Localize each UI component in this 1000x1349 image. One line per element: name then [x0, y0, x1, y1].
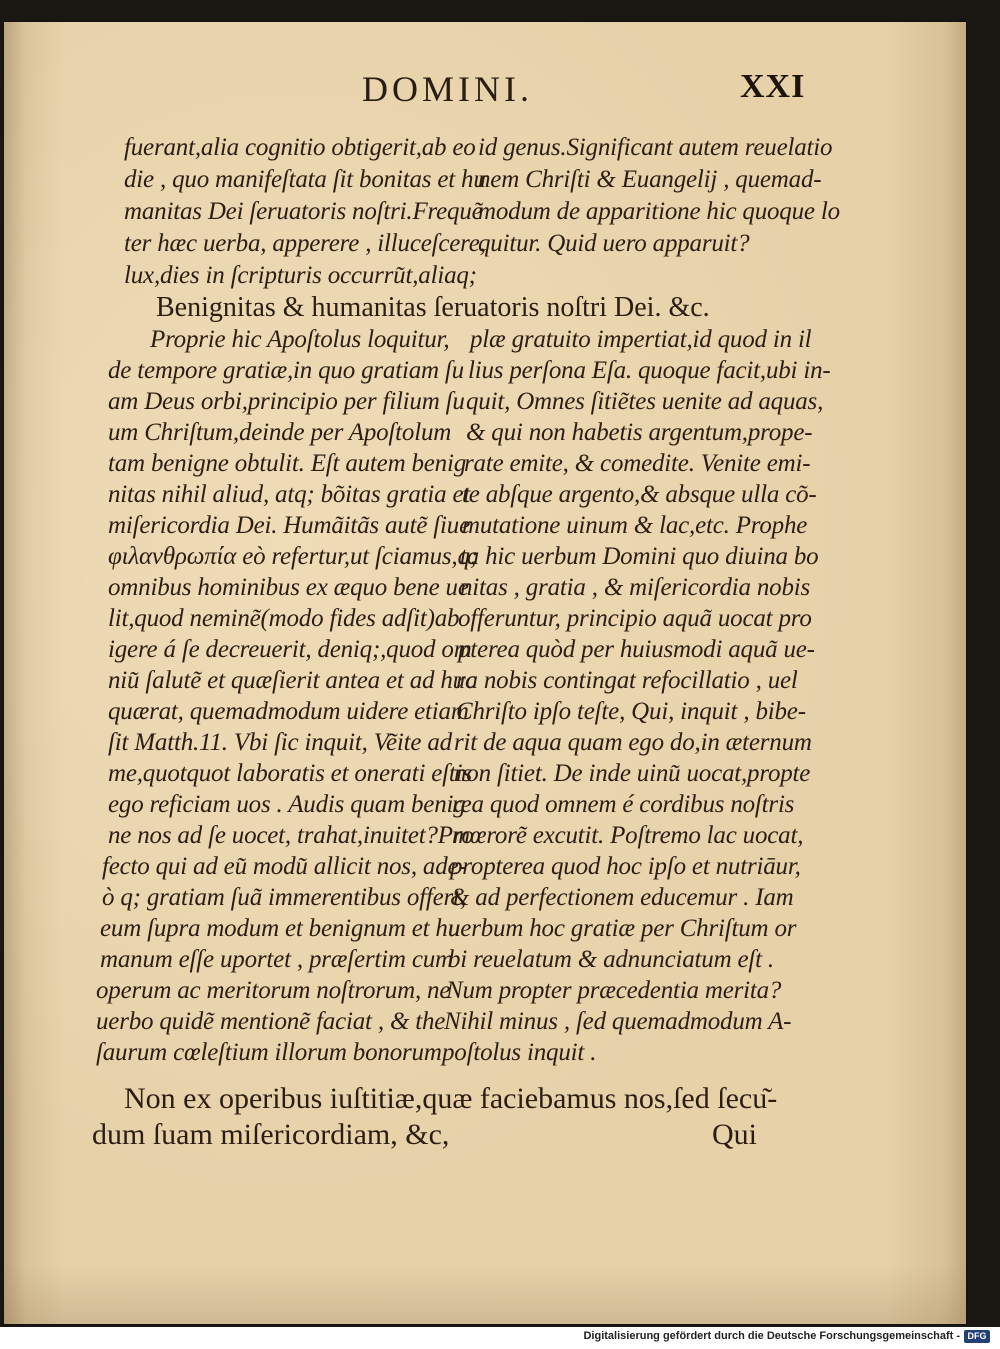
right-column-line: poſtolus inquit . [442, 1039, 597, 1066]
left-column-line: nitas nihil aliud, atq; bo͂itas gratia et [108, 481, 471, 508]
left-column-line: am Deus orbi,principio per filium ſu [108, 388, 465, 415]
page-shadow [4, 1264, 966, 1324]
running-title: DOMINI. [362, 69, 533, 109]
left-column-line: omnibus hominibus ex æquo bene ue [108, 574, 469, 601]
right-column-line: bi reuelatum & adnunciatum eſt . [448, 946, 774, 973]
right-column-line: uerbum hoc gratiæ per Chriſtum or [448, 915, 797, 942]
right-column-line: Nihil minus , ſed quemadmodum A- [444, 1008, 792, 1035]
left-column-line: fecto qui ad eu͂ modu͂ allicit nos, ade- [102, 853, 467, 880]
left-column-line: ò q; gratiam ſua͂ immerentibus offert, [102, 884, 466, 911]
right-column-line: mutatione uinum & lac,etc. Prophe [462, 512, 808, 539]
top-right-line: quitur. Quid uero apparuit? [478, 230, 750, 257]
lemma-heading: Non ex operibus iuſtitiæ,quæ faciebamus nos,ſed ſecu͂- [124, 1082, 778, 1115]
right-column-line: Num propter præcedentia merita? [446, 977, 782, 1004]
folio-number: XXI [740, 68, 806, 105]
left-column-line: eum ſupra modum et benignum et hu [100, 915, 461, 942]
right-column-line: ta hic uerbum Domini quo diuina bo [460, 543, 819, 570]
left-column-line: operum ac meritorum noſtrorum, ne [96, 977, 451, 1004]
left-column-line: quærat, quemadmodum uidere etiam [108, 698, 469, 725]
right-column-line: non ſitiet. De inde uinu͂ uocat,propte [454, 760, 811, 787]
right-column-line: plæ gratuito impertiat,id quod in il [470, 326, 812, 353]
left-column-line: ego reficiam uos . Audis quam benig [108, 791, 466, 818]
right-column-line: rate emite, & comedite. Venite emi- [464, 450, 811, 477]
left-column-line: me,quotquot laboratis et onerati eſtis [108, 760, 472, 787]
top-left-line: lux,dies in ſcripturis occurru͂t,aliaq; [124, 262, 477, 289]
top-right-line: nem Chriſti & Euangelij , quemad- [478, 166, 822, 193]
left-column-line: manum eſſe uportet , præſertim cum [100, 946, 453, 973]
right-column-line: mœrore͂ excutit. Poſtremo lac uocat, [452, 822, 804, 849]
right-column-line: pterea quòd per huiusmodi aqua͂ ue- [458, 636, 815, 663]
left-column-line: φιλανθρωπία eò refertur,ut ſciamus,q; [108, 543, 478, 570]
left-column-line: lit,quod nemine͂(modo fides adſit)ab [108, 605, 460, 632]
right-column-line: te abſque argento,& absque ulla co͂- [462, 481, 817, 508]
left-column-line: ſit Matth.11. Vbi ſic inquit, Ve͂ite ad [108, 729, 452, 756]
left-column-line: ſaurum cœleſtium illorum bonorum [96, 1039, 442, 1066]
lemma-heading: dum ſuam miſericordiam, &c, [92, 1118, 450, 1151]
left-column-line: um Chriſtum,deinde per Apoſtolum [108, 419, 452, 446]
left-column-line: de tempore gratiæ,in quo gratiam ſu [108, 357, 464, 384]
right-column-line: offeruntur, principio aqua͂ uocat pro [458, 605, 812, 632]
top-left-line: die , quo manifeſtata ſit bonitas et hu [124, 166, 486, 193]
right-column-line: & ad perfectionem educemur . Iam [450, 884, 794, 911]
top-left-line: manitas Dei ſeruatoris noſtri.Freque͂ [124, 198, 483, 225]
lemma-heading: Benignitas & humanitas ſeruatoris noſtri Dei. &c. [156, 292, 710, 323]
top-right-line: id genus.Significant autem reuelatio [478, 134, 833, 161]
catchword: Qui [712, 1118, 757, 1151]
right-column-line: propterea quod hoc ipſo et nutriāur, [450, 853, 801, 880]
left-column-line: Proprie hic Apoſtolus loquitur, [150, 326, 450, 353]
left-column-line: niu͂ ſalute͂ et quæſierit antea et ad huc [108, 667, 476, 694]
top-right-line: modum de apparitione hic quoque lo [478, 198, 840, 225]
left-column-line: miſericordia Dei. Huma͂ita͂s aute͂ ſiue [108, 512, 470, 539]
right-column-line: Chriſto ipſo teſte, Qui, inquit , bibe- [456, 698, 806, 725]
top-left-line: fuerant,alia cognitio obtigerit,ab eo [124, 134, 476, 161]
left-column-line: igere á ſe decreuerit, deniq;,quod om [108, 636, 472, 663]
left-column-line: uerbo quide͂ mentione͂ faciat , & the [96, 1008, 446, 1035]
digitization-credit: Digitalisierung gefördert durch die Deutsche Forschungsgemeinschaft - [583, 1330, 960, 1342]
right-column-line: nitas , gratia , & miſericordia nobis [460, 574, 811, 601]
top-left-line: ter hæc uerba, apperere , illuceſcere, [124, 230, 486, 257]
right-column-line: quit, Omnes ſitie͂tes uenite ad aquas, [466, 388, 824, 415]
right-column-line: & qui non habetis argentum,prope- [466, 419, 813, 446]
left-column-line: ne nos ad ſe uocet, trahat,inuitet?Pro [108, 822, 474, 849]
right-column-line: ra nobis contingat refocillatio , uel [456, 667, 798, 694]
right-column-line: lius perſona Eſa. quoque facit,ubi in- [468, 357, 831, 384]
left-column-line: tam benigne obtulit. Eſt autem benig [108, 450, 467, 477]
right-column-line: rea quod omnem é cordibus noſtris [452, 791, 795, 818]
right-column-line: rit de aqua quam ego do,in æternum [454, 729, 812, 756]
dfg-logo-icon: DFG [964, 1330, 990, 1343]
